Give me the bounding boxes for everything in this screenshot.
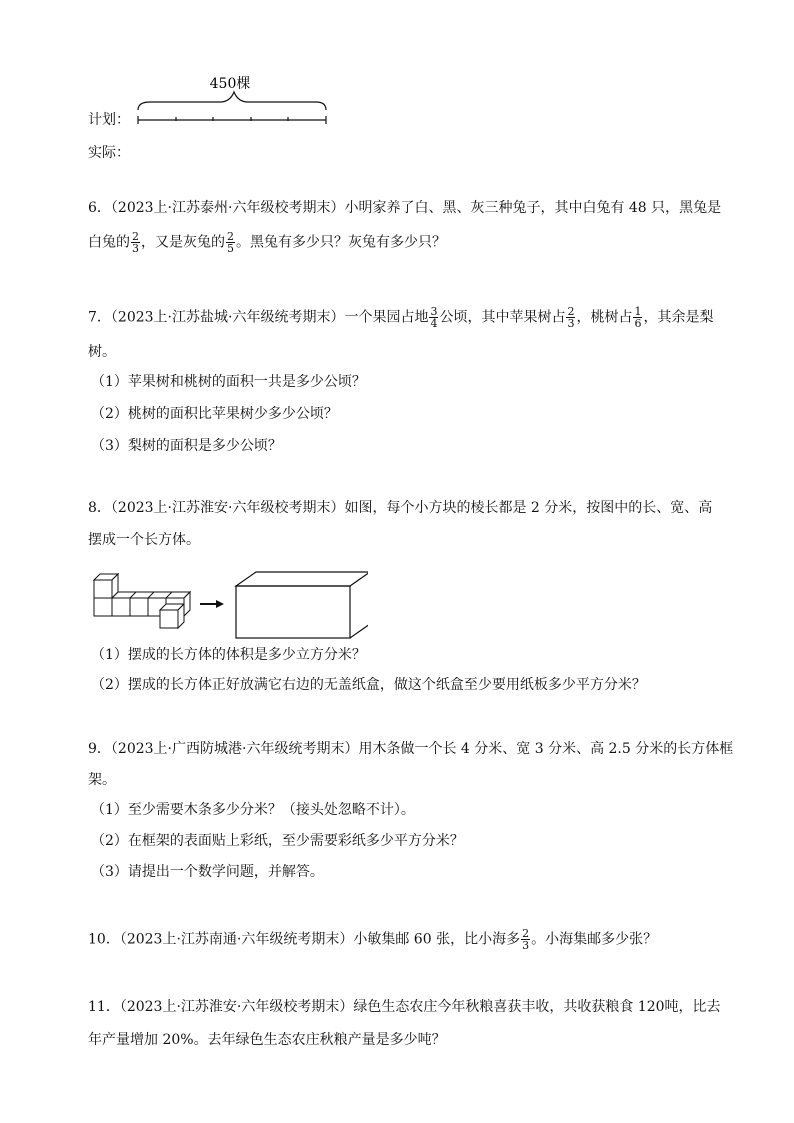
q7-text-e: 树。	[88, 344, 116, 360]
q6-fraction-1: $\frac{2}{3}$	[132, 230, 139, 255]
q8-sub-2: （2）摆成的长方体正好放满它右边的无盖纸盒，做这个纸盒至少要用纸板多少平方分米？	[91, 677, 646, 693]
q11-number: 11．	[88, 999, 120, 1015]
q7-sub-3: （3）梨树的面积是多少公顷？	[91, 438, 282, 454]
q7-text-a: 一个果园占地	[344, 309, 429, 326]
q10-line-1	[88, 928, 657, 951]
q9-line-1	[88, 739, 733, 759]
plan-segment-diagram	[130, 70, 340, 130]
q11-line-1	[88, 997, 721, 1017]
q9-text-b: 架。	[88, 772, 116, 788]
actual-label: 实际：	[88, 145, 130, 161]
q6-text-c: ，又是灰兔的	[141, 234, 225, 251]
q7-fraction-3: $\frac{1}{6}$	[634, 305, 642, 330]
q6-text-a: 小明家养了白、黑、灰三种兔子，其中白兔有 48 只，黑兔是	[344, 200, 722, 216]
q11-source: （2023上·江苏淮安·六年级校考期末）	[119, 999, 354, 1015]
q8-text-b: 摆成一个长方体。	[88, 532, 200, 548]
q9-sub-1: （1）至少需要木条多少分米？（接头处忽略不计）。	[91, 802, 415, 818]
q9-sub-3: （3）请提出一个数学问题，并解答。	[91, 864, 324, 880]
q8-text-a: 如图，每个小方块的棱长都是 2 分米，按图中的长、宽、高	[344, 500, 713, 516]
q7-fraction-2: $\frac{2}{3}$	[567, 305, 575, 330]
q7-text-d: ，其余是梨	[643, 309, 714, 326]
q9-text-a: 用木条做一个长 4 分米、宽 3 分米、高 2.5 分米的长方体框	[358, 741, 734, 757]
q8-number: 8．	[88, 500, 111, 516]
q6-text-b: 白兔的	[88, 234, 130, 251]
q6-fraction-2: $\frac{2}{5}$	[227, 230, 234, 255]
q7-fraction-1: $\frac{3}{4}$	[430, 305, 438, 330]
q10-text-b: 。小海集邮多少张？	[531, 931, 658, 948]
plan-brace	[138, 92, 326, 110]
q7-number: 7．	[88, 309, 111, 326]
q8-source: （2023上·江苏淮安·六年级校考期末）	[110, 500, 345, 516]
plan-label: 计划：	[88, 112, 130, 128]
q11-text-a: 绿色生态农庄今年秋粮喜获丰收，共收获粮食 120吨，比去	[353, 999, 721, 1015]
q7-sub-2: （2）桃树的面积比苹果树少多少公顷？	[91, 406, 338, 422]
q7-text-b: 公顷，其中苹果树占	[439, 309, 566, 326]
small-cubes-arrangement	[94, 574, 190, 628]
q10-fraction-1: $\frac{2}{3}$	[522, 927, 530, 952]
q6-line-2	[88, 231, 446, 254]
q10-source: （2023上·江苏南通·六年级统考期末）	[119, 931, 354, 948]
q10-text-a: 小敏集邮 60 张，比小海多	[353, 931, 521, 948]
q9-source: （2023上·广西防城港·六年级统考期末）	[110, 741, 359, 757]
q8-sub-1: （1）摆成的长方体的体积是多少立方分米？	[91, 647, 366, 663]
q7-line-1	[88, 306, 713, 329]
q6-text-d: 。黑兔有多少只？灰兔有多少只？	[236, 234, 446, 251]
q8-line-1	[88, 498, 712, 518]
q7-sub-1: （1）苹果树和桃树的面积一共是多少公顷？	[91, 374, 366, 390]
q6-source: （2023上·江苏泰州·六年级校考期末）	[110, 200, 345, 216]
right-arrow-icon	[200, 600, 224, 608]
cube-figure	[88, 566, 368, 646]
q7-source: （2023上·江苏盐城·六年级统考期末）	[110, 309, 345, 326]
open-box	[236, 572, 368, 638]
q11-text-b: 年产量增加 20%。去年绿色生态农庄秋粮产量是多少吨？	[88, 1032, 446, 1048]
q7-text-c: ，桃树占	[576, 309, 633, 326]
q9-number: 9．	[88, 741, 111, 757]
q6-line-1	[88, 198, 721, 218]
q9-sub-2: （2）在框架的表面贴上彩纸，至少需要彩纸多少平方分米？	[91, 833, 464, 849]
q10-number: 10．	[88, 931, 120, 948]
plan-total-label: 450棵	[209, 76, 251, 92]
q6-number: 6．	[88, 200, 111, 216]
